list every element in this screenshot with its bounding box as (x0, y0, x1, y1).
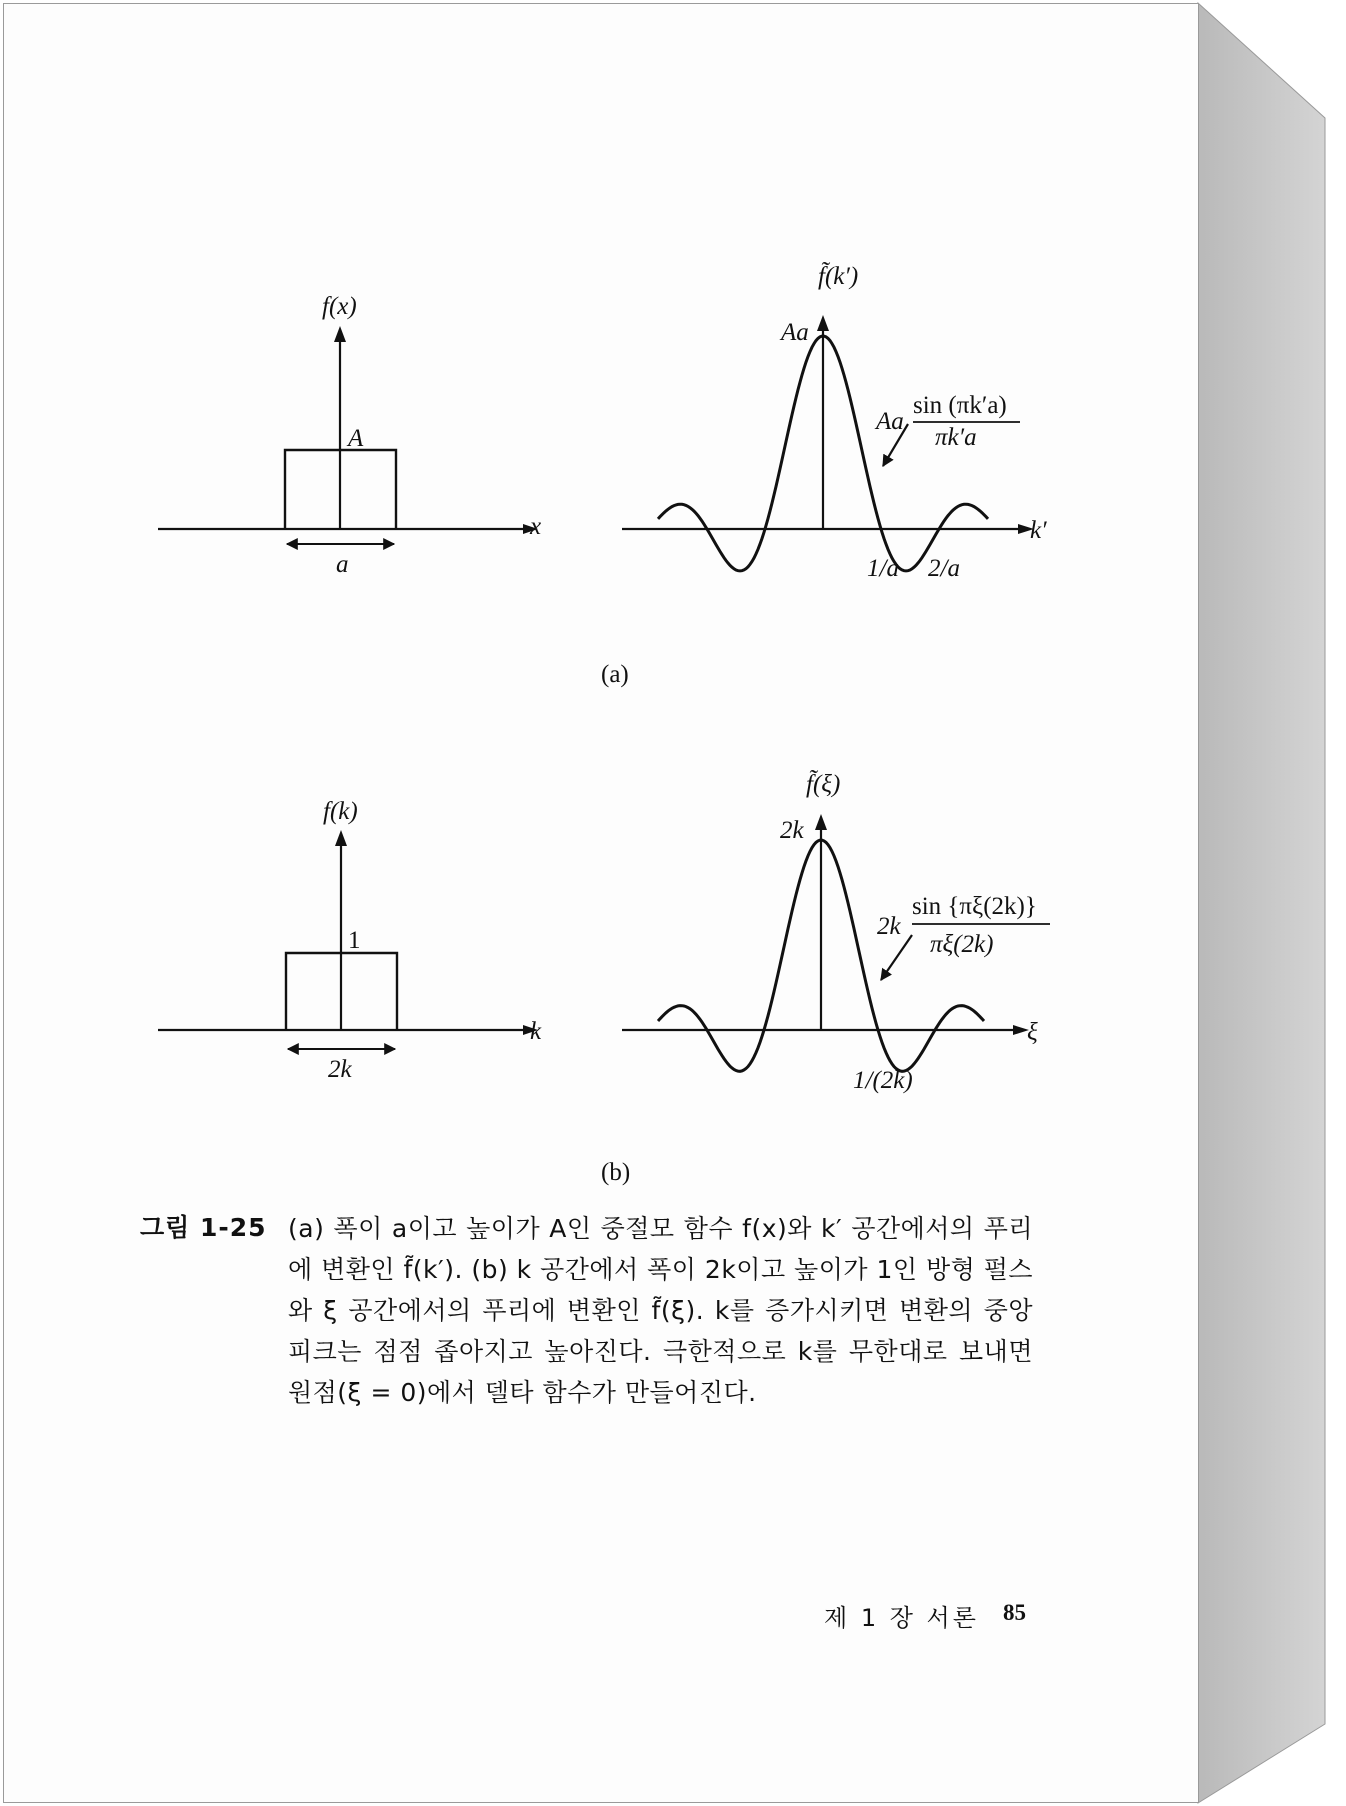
figure-a-sublabel: (a) (601, 661, 629, 688)
figure-b-left-y-label: f(k) (323, 798, 358, 825)
figure-b-peak-label: 2k (780, 817, 804, 844)
figure-a-formula-den: πk′a (935, 424, 977, 451)
figure-a-rect-plot (158, 293, 541, 578)
figure-b-width-label: 2k (328, 1056, 352, 1083)
figure-b-left-x-label: k (530, 1018, 542, 1045)
figure-b-tick1-label: 1/(2k) (853, 1067, 913, 1094)
figure-b-formula-pointer (881, 935, 912, 980)
figure-b-sinc-plot (601, 770, 1050, 1186)
figure-a-height-label: A (348, 425, 364, 452)
figure-b-right-y-arrow (815, 814, 827, 830)
running-footer-chapter: 제 1 장 서론 (824, 1604, 979, 1632)
figure-a-right-y-arrow (817, 315, 829, 331)
figure-b-formula-coef: 2k (877, 913, 901, 940)
figure-b-formula-den: πξ(2k) (930, 931, 994, 958)
figure-b-height-label: 1 (348, 927, 361, 954)
figure-a-formula-num: sin (πk′a) (913, 392, 1007, 419)
figure-b-sublabel: (b) (601, 1159, 631, 1186)
figure-a-peak-label: Aa (781, 319, 809, 346)
figure-b-right-x-label: ξ (1027, 1019, 1038, 1046)
figure-a-tick2-label: 2/a (928, 555, 960, 582)
figure-a-width-label: a (336, 551, 349, 578)
page-number: 85 (1003, 1600, 1026, 1625)
figure-b-rect-plot (158, 798, 542, 1083)
caption-text: (a) 폭이 a이고 높이가 A인 중절모 함수 f(x)와 k′ 공간에서의 푸리에 변환인 f̃(k′). (b) k 공간에서 폭이 2k이고 높이가 1인 방형 펄스와 ξ 공간에서의 푸리에 변환인 f̃(ξ). k를 증가시키면 변환의 중앙 피크는 점점 좁아지고 높아진다. 극한적으로 k를 무한대로 보내면 원점(ξ = 0)에서 델타 함수가 만들어진다. (288, 1214, 1033, 1407)
figure-a-left-y-arrow (334, 326, 346, 342)
figure-a-formula-coef: Aa (876, 408, 904, 435)
figure-a-right-x-label: k′ (1030, 517, 1047, 544)
figure-a-left-y-label: f(x) (322, 293, 357, 320)
figure-a-right-y-label: f̃(k′) (818, 263, 859, 290)
figure-a-left-x-label: x (530, 513, 542, 540)
figure-a-tick1-label: 1/a (867, 555, 899, 582)
figure-b-right-y-label: f̃(ξ) (806, 771, 841, 798)
figure-b-formula-num: sin {πξ(2k)} (912, 893, 1037, 920)
caption-label: 그림 1-25 (140, 1213, 267, 1242)
figure-a-sinc-plot (601, 262, 1047, 688)
figure-b-left-y-arrow (335, 830, 347, 846)
